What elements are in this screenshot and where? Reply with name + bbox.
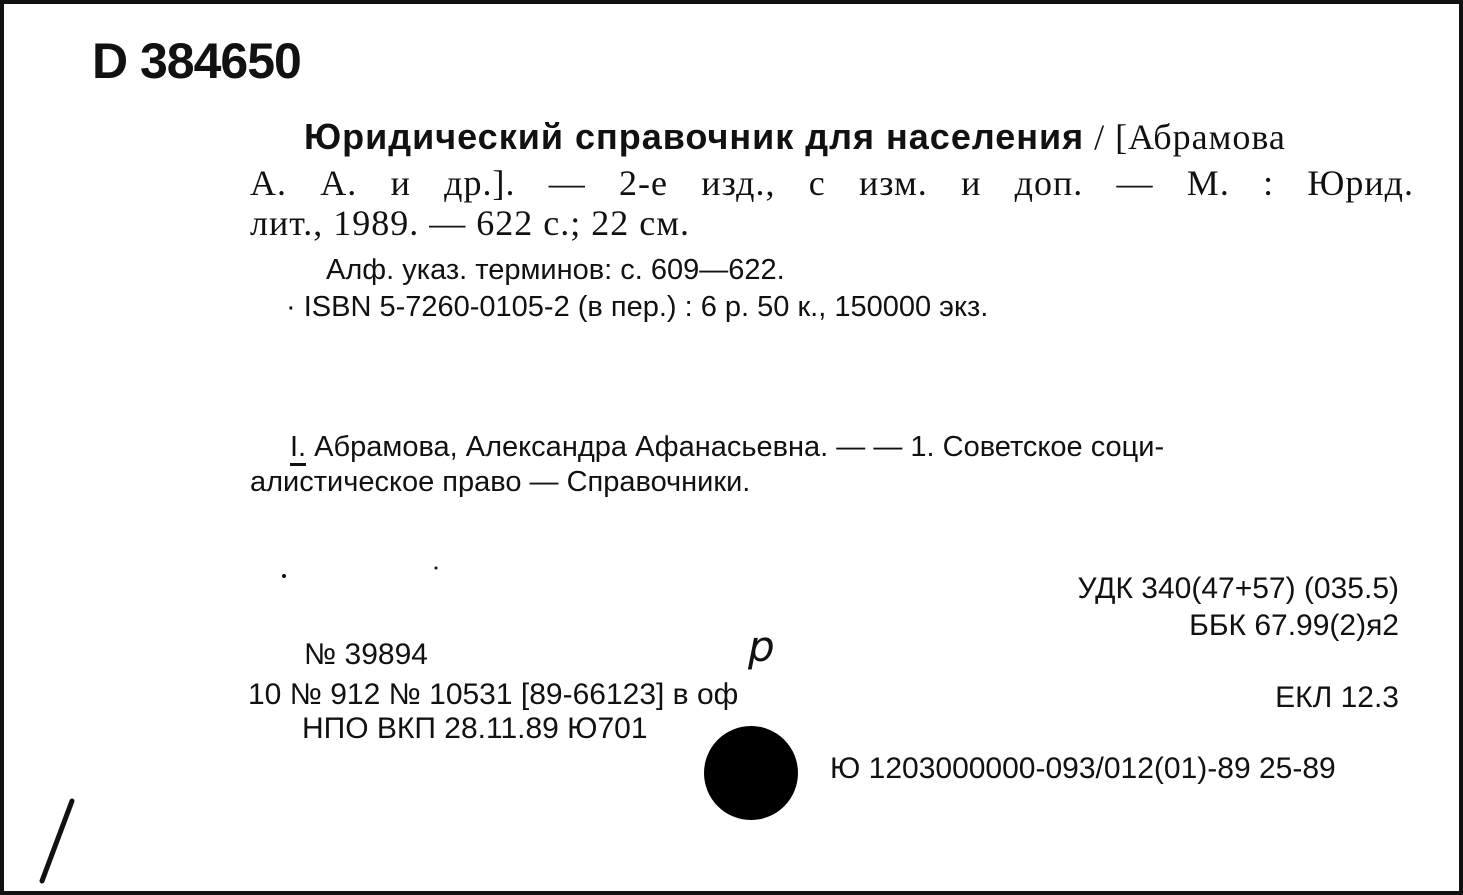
handwritten-mark: р (748, 622, 775, 671)
tracing-line-2: алистическое право — Справочники. (250, 466, 751, 498)
card-punch-hole (704, 726, 798, 820)
isbn-line: · ISBN 5-7260-0105-2 (в пер.) : 6 р. 50 к., 150000 экз. (286, 291, 989, 323)
tracing-number: I. (290, 431, 306, 466)
title-rest: / [Абрамова (1084, 117, 1286, 157)
extent-line: лит., 1989. — 622 с.; 22 см. (250, 203, 690, 243)
npo-line: НПО ВКП 28.11.89 Ю701 (302, 712, 648, 745)
card-number: № 39894 (304, 638, 428, 671)
udk-code: УДК 340(47+57) (035.5) (1077, 572, 1399, 605)
ekl-code: ЕКЛ 12.3 (1275, 681, 1399, 714)
call-number: D 384650 (92, 33, 301, 89)
classification-code: Ю 1203000000-093/012(01)-89 25-89 (830, 752, 1336, 785)
bbk-code: ББК 67.99(2)я2 (1189, 609, 1399, 642)
tracing-line-1 (290, 431, 1164, 464)
index-note: Алф. указ. терминов: с. 609—622. (326, 254, 785, 286)
title-bold: Юридический справочник для населения (304, 116, 1085, 157)
specks (274, 564, 474, 584)
tracing-text: Абрамова, Александра Афанасьевна. — — 1. Советское соци- (306, 431, 1165, 463)
pen-stroke-icon (30, 797, 80, 887)
order-line: 10 № 912 № 10531 [89-66123] в оф (248, 678, 739, 711)
imprint-line: А. А. и др.]. — 2-е изд., с изм. и доп. — М. : Юрид. (250, 163, 1414, 203)
isbn-text: ISBN 5-7260-0105-2 (в пер.) : 6 р. 50 к., 150000 экз. (303, 291, 989, 323)
title-line-1 (304, 116, 1286, 158)
